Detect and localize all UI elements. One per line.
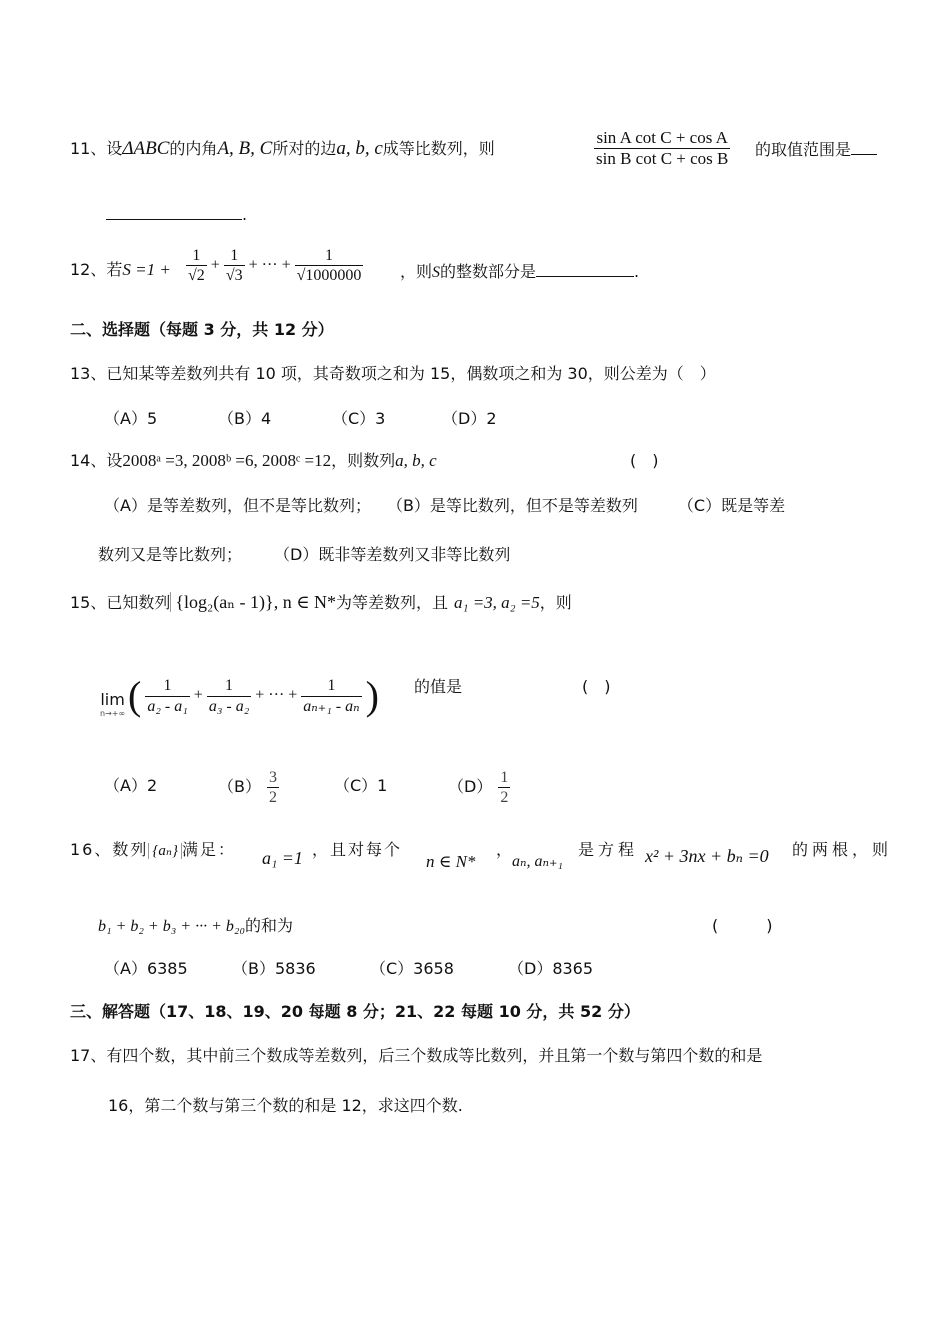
q15-limit: lim n→+∞ bbox=[100, 690, 126, 719]
q16-sum-line: b₁ + b₂ + b₃ + ··· + b₂₀的和为 bbox=[98, 916, 294, 935]
section-2-heading: 二、选择题（每题 3 分，共 12 分） bbox=[70, 320, 334, 339]
q12-series: $\frac{1}{√2}$ + $\frac{1}{√3}$ + ··· + $\frac{1}{√1000000}$ bbox=[188, 247, 362, 285]
q17-line2: 16，第二个数与第三个数的和是 12，求这四个数. bbox=[108, 1096, 463, 1115]
q15-option-d[interactable]: （D） $\frac{1}{2}$ bbox=[448, 769, 509, 807]
q11-fraction: $\frac{\text{sin A cot C + cos A}}{\text{sin B cot C + cos B}}$ bbox=[596, 128, 729, 169]
q12-tail: ，则S的整数部分是 . bbox=[400, 262, 640, 281]
q16-each: ，且对每个 bbox=[312, 840, 403, 859]
q14-stem: 14、设2008ᵃ =3, 2008ᵇ =6, 2008ᶜ =12，则数列a, b, c bbox=[70, 451, 437, 470]
q13-stem: 13、已知某等差数列共有 10 项，其奇数项之和为 15，偶数项之和为 30，则公差为（ ） bbox=[70, 364, 716, 383]
q16-equation: x² + 3nx + bₙ =0 bbox=[645, 846, 769, 866]
q15-value-label: 的值是 bbox=[414, 677, 463, 696]
section-3-heading: 三、解答题（17、18、19、20 每题 8 分；21、22 每题 10 分，共 52 分） bbox=[70, 1002, 640, 1021]
q16-roots: aₙ, aₙ₊₁ bbox=[512, 853, 563, 870]
q16-roots-label: 的两根，则 bbox=[792, 840, 893, 859]
q16-a1: a₁ =1 bbox=[262, 848, 303, 868]
q17-line1: 17、有四个数，其中前三个数成等差数列，后三个数成等比数列，并且第一个数与第四个数的和是 bbox=[70, 1046, 763, 1065]
q16-answer-paren[interactable]: ( ) bbox=[712, 916, 773, 935]
q13-option-b[interactable]: （B）4 bbox=[218, 409, 272, 428]
q16-option-a[interactable]: （A）6385 bbox=[104, 959, 188, 978]
q16-option-c[interactable]: （C）3658 bbox=[370, 959, 454, 978]
q16-comma: ， bbox=[496, 840, 513, 859]
q16-stem-start: 16、数列 {aₙ} 满足： bbox=[70, 840, 236, 859]
q13-option-d[interactable]: （D）2 bbox=[442, 409, 497, 428]
q12-answer-blank[interactable] bbox=[536, 260, 634, 277]
q13-option-c[interactable]: （C）3 bbox=[332, 409, 386, 428]
q12-stem: 12、若S =1 + bbox=[70, 260, 171, 279]
q14-options-line2: 数列又是等比数列； （D）既非等差数列又非等比数列 bbox=[98, 545, 511, 564]
q14-options-line1: （A）是等差数列，但不是等比数列； （B）是等比数列，但不是等差数列 （C）既是等差 bbox=[104, 496, 786, 515]
q11-tail: 的取值范围是 bbox=[755, 138, 877, 159]
q15-option-b[interactable]: （B） $\frac{3}{2}$ bbox=[218, 769, 277, 807]
q11-answer-blank[interactable]: . bbox=[106, 203, 247, 224]
q14-answer-paren[interactable]: ( ) bbox=[630, 451, 659, 470]
q13-option-a[interactable]: （A）5 bbox=[104, 409, 158, 428]
q16-option-b[interactable]: （B）5836 bbox=[232, 959, 316, 978]
q15-stem: 15、已知数列 {log₂(aₙ - 1)}, n ∈ N*为等差数列，且 a₁ =3, a₂ =5，则 bbox=[70, 592, 572, 612]
q11-stem: 11、设ΔABC的内角A, B, C所对的边a, b, c成等比数列，则 bbox=[70, 138, 495, 159]
q16-option-d[interactable]: （D）8365 bbox=[508, 959, 594, 978]
q15-answer-paren[interactable]: ( ) bbox=[582, 677, 611, 696]
q16-equation-label: 是方程 bbox=[578, 840, 639, 859]
q15-option-c[interactable]: （C）1 bbox=[334, 776, 388, 795]
q15-series: ( $\frac{1}{\text{a₂ - a₁}}$ + $\frac{1}{\text{a₃ - a₂}}$ + ··· + $\frac{1}{\text{aₙ₊₁ - aₙ}}$ ) bbox=[128, 673, 379, 718]
q15-option-a[interactable]: （A）2 bbox=[104, 776, 158, 795]
q16-n-domain: n ∈ N* bbox=[426, 852, 476, 871]
